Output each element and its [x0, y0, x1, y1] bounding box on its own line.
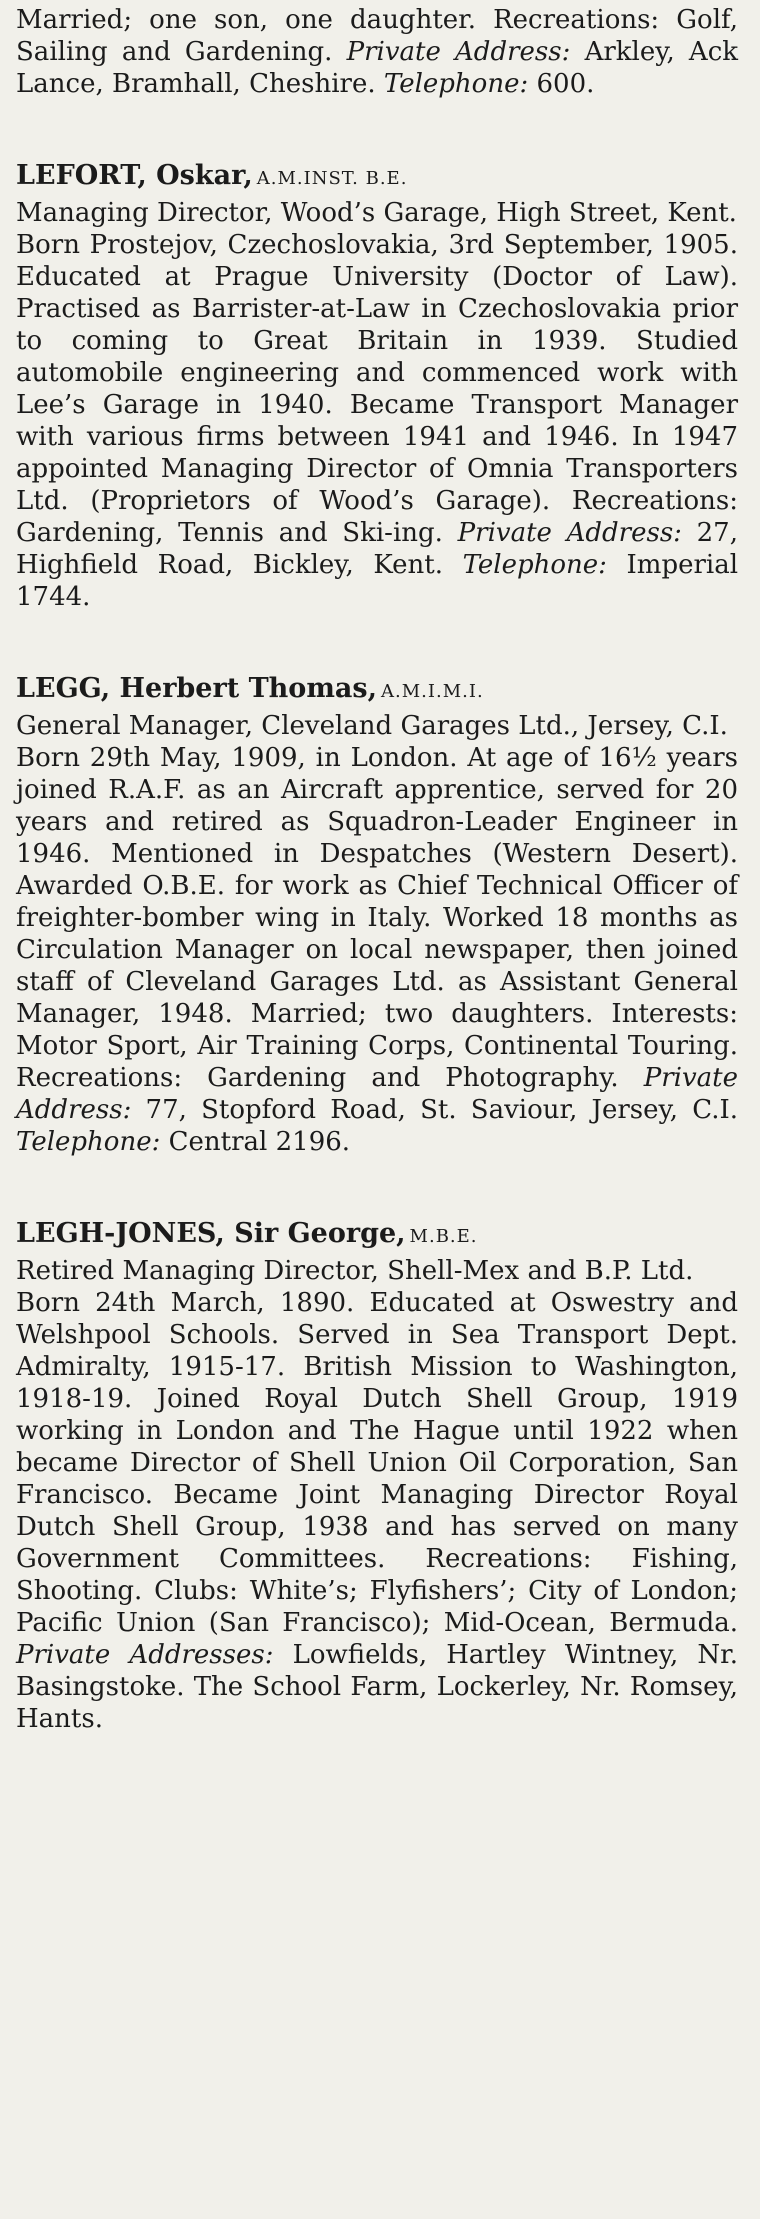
entry-heading [16, 1216, 738, 1255]
private-address-label: Private Address: [16, 1063, 738, 1125]
telephone-label: Telephone: [462, 550, 607, 580]
entry-name: LEGH-JONES, Sir George, [16, 1218, 406, 1249]
entry-biography [16, 229, 738, 613]
telephone-label: Telephone: [16, 1127, 161, 1157]
private-address-label: Private Addresses: [16, 1640, 274, 1670]
entry-position: Retired Managing Director, Shell-Mex and B.P. Ltd. [16, 1256, 694, 1286]
entry-bio-text: Born 29th May, 1909, in London. At age of 16½ years joined R.A.F. as an Aircraft apprentice, served for 20 years and retired as Squadron-Leader Engineer in 1946. Mentioned in Despatches (Western Desert). Awarded O.B.E. for work as Chief Technical Officer of freighter-bomber wing in Italy. Worked 18 months as Circulation Manager on local newspaper, then joined staff of Cleveland Garages Ltd. as Assistant General Manager, 1948. Married; two daughters. Interests: Motor Sport, Air Training Corps, Continental Touring. Recreations: Gardening and Photography. [16, 743, 738, 1093]
entry-name: LEFORT, Oskar, [16, 160, 253, 191]
telephone-value: Imperial 1744. [16, 550, 739, 612]
entry-heading [16, 158, 738, 197]
private-address-label: Private Address: [346, 37, 571, 67]
entry-biography [16, 1287, 738, 1735]
entry-legg [16, 671, 738, 1158]
entry-biography [16, 742, 738, 1158]
entry-legh-jones [16, 1216, 738, 1735]
telephone-value: Central 2196. [168, 1127, 351, 1157]
private-address-value: Lowfields, Hartley Wintney, Nr. Basingstoke. The School Farm, Lockerley, Nr. Romsey, Hants. [16, 1640, 738, 1734]
continuation-line: Married; one son, one daughter. Recreations: Golf, Sailing and Gardening. [16, 5, 738, 67]
entry-lefort [16, 158, 738, 613]
telephone-label: Telephone: [383, 69, 529, 99]
entry-name: LEGG, Herbert Thomas, [16, 673, 377, 704]
entry-position: Managing Director, Wood’s Garage, High Street, Kent. [16, 198, 737, 228]
private-address-value: 27, Highfield Road, Bickley, Kent. [16, 518, 738, 580]
entry-bio-text: Born 24th March, 1890. Educated at Oswestry and Welshpool Schools. Served in Sea Transport Dept. Admiralty, 1915-17. British Mission to Washington, 1918-19. Joined Royal Dutch Shell Group, 1919 working in London and The Hague until 1922 when became Director of Shell Union Oil Corporation, San Francisco. Became Joint Managing Director Royal Dutch Shell Group, 1938 and has served on many Government Committees. Recreations: Fishing, Shooting. Clubs: White’s; Flyfishers’; City of London; Pacific Union (San Francisco); Mid-Ocean, Bermuda. [16, 1288, 738, 1638]
entry-heading [16, 671, 738, 710]
telephone-value: 600. [536, 69, 595, 99]
entry-position: General Manager, Cleveland Garages Ltd., Jersey, C.I. [16, 711, 728, 741]
private-address-value: Arkley, Ack Lance, Bramhall, Cheshire. [16, 37, 739, 99]
private-address-value: 77, Stopford Road, St. Saviour, Jersey, C.I. [145, 1095, 739, 1125]
private-address-label: Private Address: [457, 518, 682, 548]
entry-bio-text: Born Prostejov, Czechoslovakia, 3rd September, 1905. Educated at Prague University (Doctor of Law). Practised as Barrister-at-Law in Czechoslovakia prior to coming to Great Britain in 1939. Studied automobile engineering and commenced work with Lee’s Garage in 1940. Became Transport Manager with various firms between 1941 and 1946. In 1947 appointed Managing Director of Omnia Transporters Ltd. (Proprietors of Wood’s Garage). Recreations: Gardening, Tennis and Ski-ing. [16, 230, 738, 548]
continuation-text [16, 4, 738, 100]
entry-qualifications: A.M.I.M.I. [380, 681, 484, 702]
entry-qualifications: M.B.E. [409, 1226, 478, 1247]
entry-continuation [16, 4, 738, 100]
entry-qualifications: A.M.INST. B.E. [256, 168, 408, 189]
